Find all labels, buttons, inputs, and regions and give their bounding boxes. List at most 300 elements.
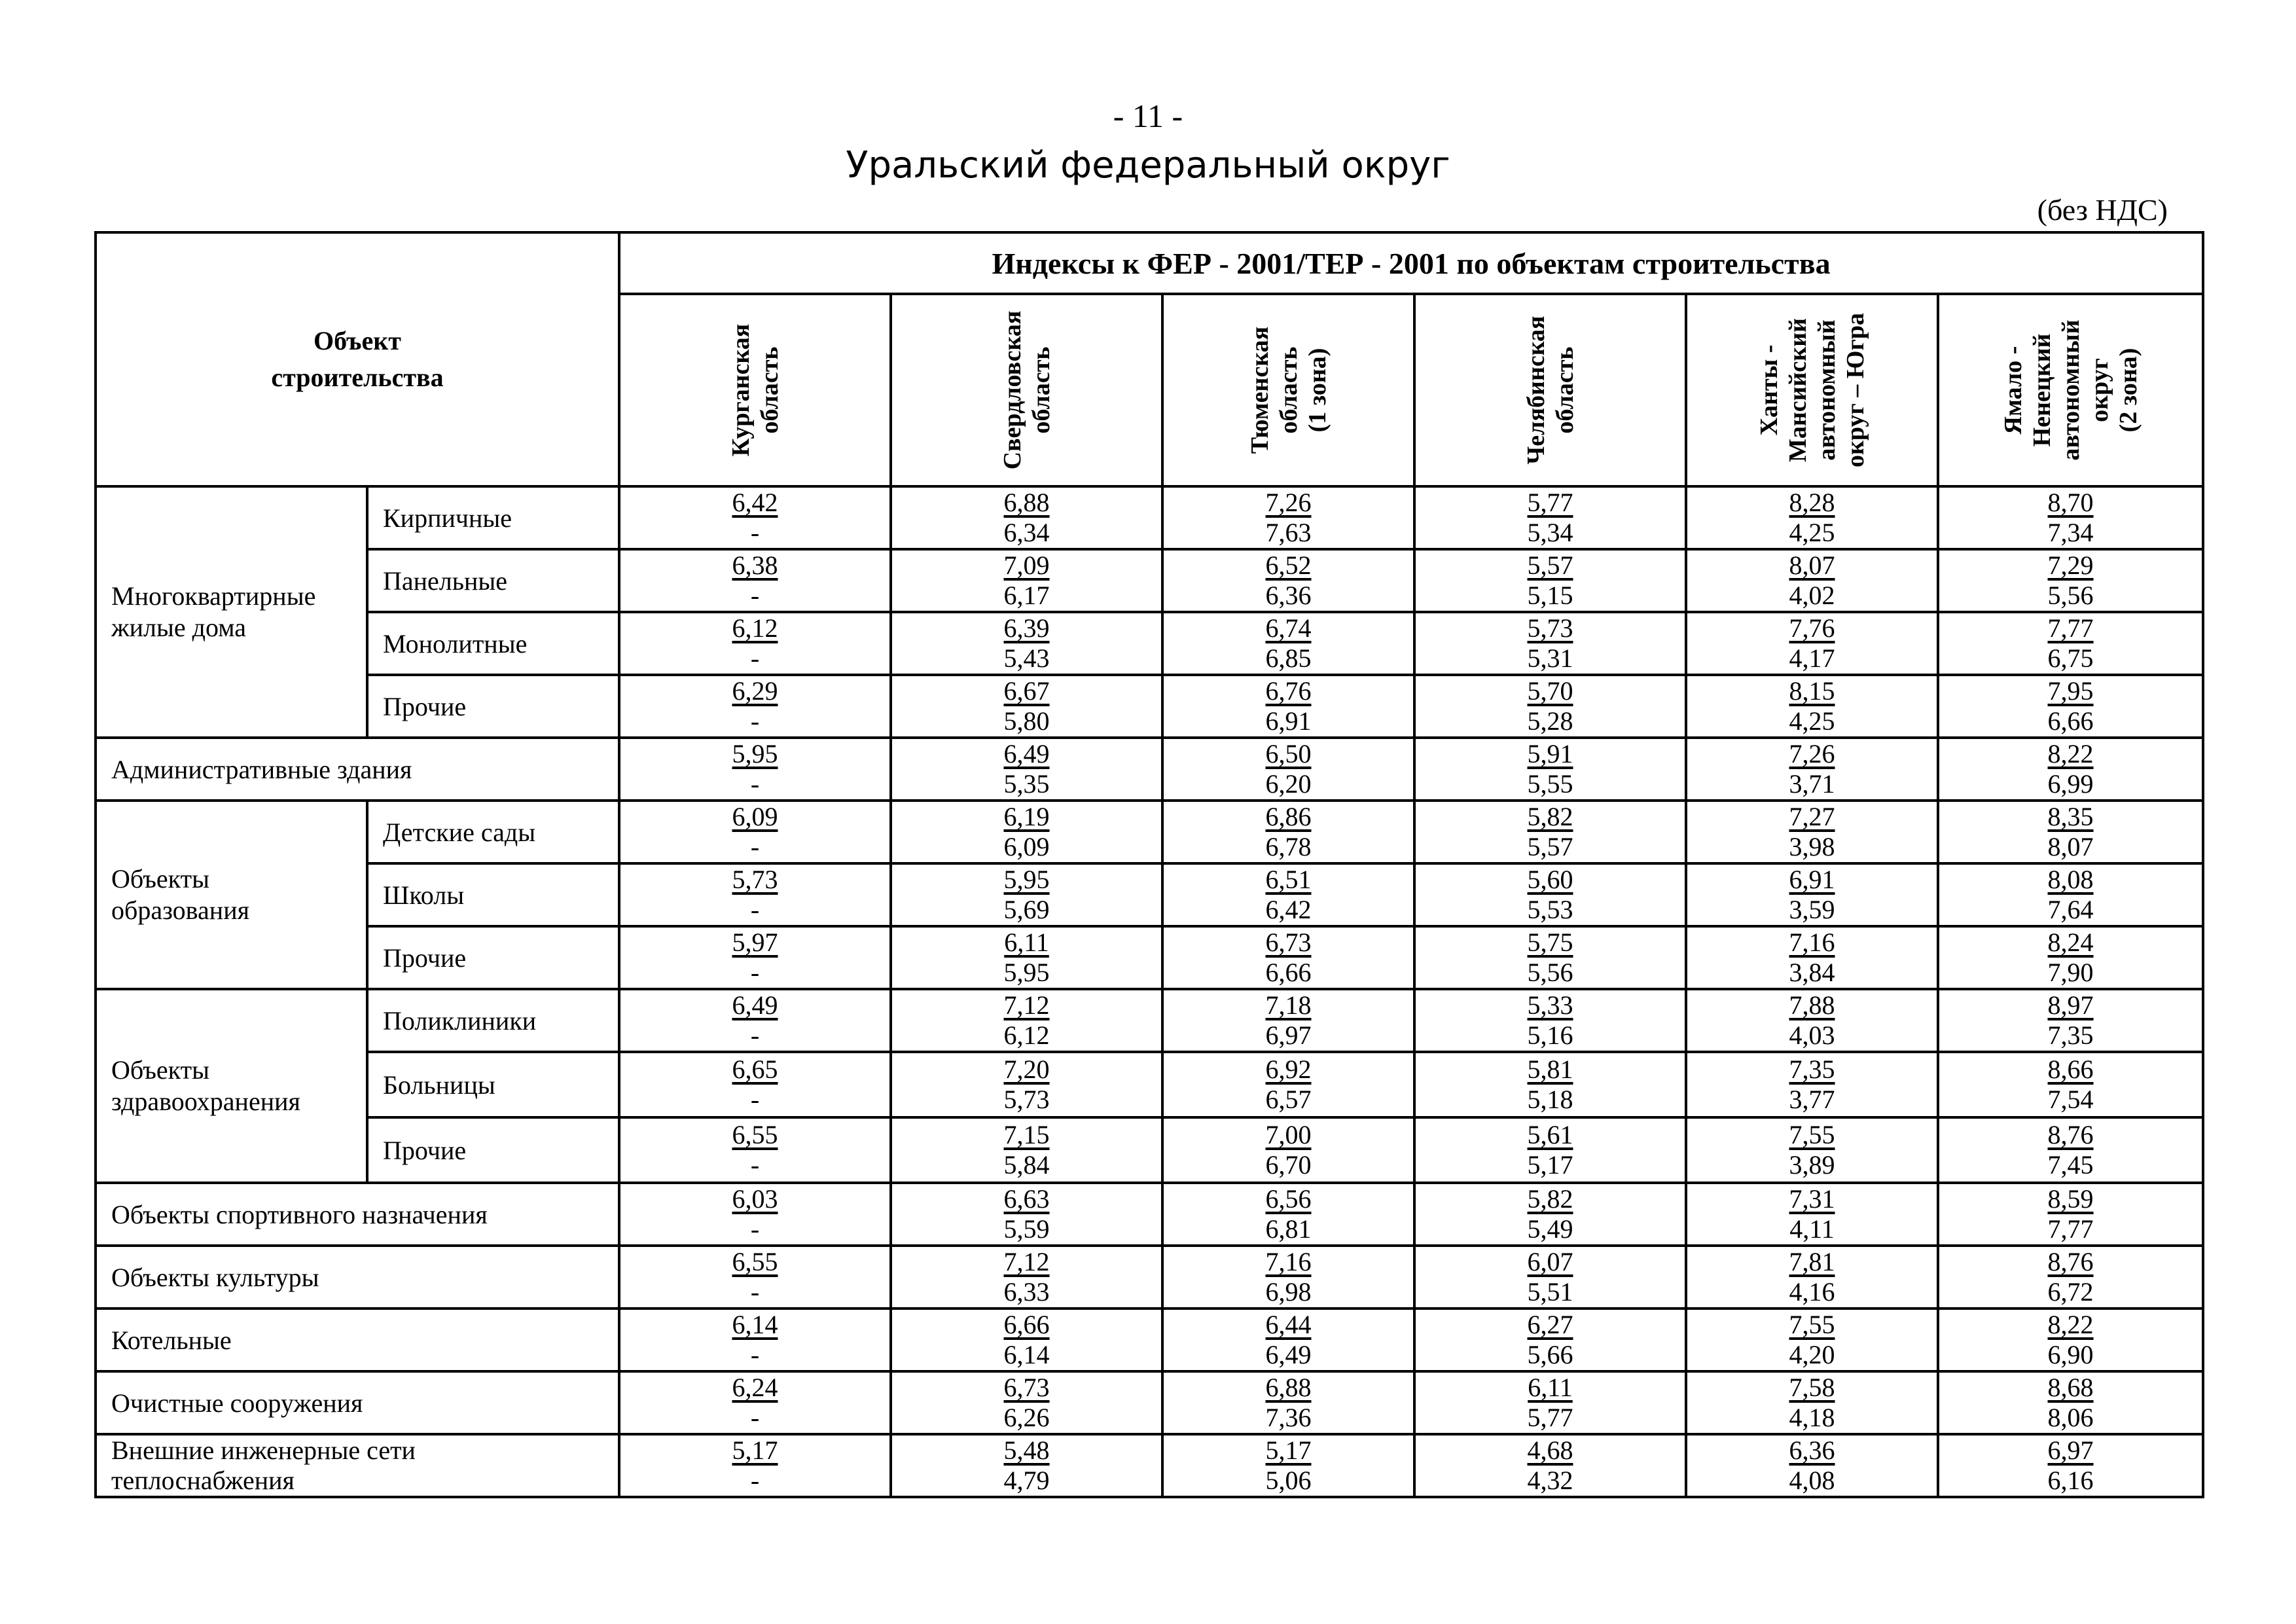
row-label xyxy=(367,863,619,926)
fer-index-value: 6,73 xyxy=(1265,928,1312,957)
row-label-text: Монолитные xyxy=(383,628,528,659)
index-cell xyxy=(1414,612,1686,675)
ter-index-value: 6,26 xyxy=(1003,1403,1050,1432)
ter-index-value: 6,16 xyxy=(2047,1466,2094,1495)
index-cell xyxy=(619,486,891,549)
row-label xyxy=(367,486,619,549)
fer-index-value: 5,82 xyxy=(1527,1184,1573,1214)
fer-index-value: 6,49 xyxy=(732,990,778,1020)
ter-index-value: 3,59 xyxy=(1789,895,1835,924)
ter-index-value: 5,06 xyxy=(1265,1466,1312,1495)
ter-index-value: 6,85 xyxy=(1265,643,1312,673)
ter-index-value: 6,36 xyxy=(1265,581,1312,610)
fer-index-value: 5,61 xyxy=(1527,1120,1573,1149)
index-cell xyxy=(1686,549,1938,612)
index-cell xyxy=(1686,738,1938,801)
ter-index-value: 6,81 xyxy=(1265,1214,1312,1244)
fer-index-value: 5,91 xyxy=(1527,739,1573,768)
ter-index-value: 5,43 xyxy=(1003,643,1050,673)
index-cell xyxy=(891,486,1162,549)
region-header xyxy=(1686,294,1938,486)
index-cell xyxy=(619,612,891,675)
table-row xyxy=(96,738,2203,801)
index-cell xyxy=(1938,926,2203,989)
table-row xyxy=(96,1434,2203,1497)
fer-index-value: 6,55 xyxy=(732,1247,778,1276)
ter-index-value: - xyxy=(750,895,760,924)
index-cell xyxy=(891,1183,1162,1246)
ter-index-value: 5,56 xyxy=(1527,958,1573,987)
fer-index-value: 8,08 xyxy=(2047,865,2094,894)
page-number: - 11 - xyxy=(1113,98,1183,134)
index-cell xyxy=(1938,1183,2203,1246)
index-cell xyxy=(1414,1183,1686,1246)
fer-index-value: 5,17 xyxy=(1265,1435,1312,1465)
index-cell xyxy=(619,1308,891,1371)
fer-index-value: 7,15 xyxy=(1003,1120,1050,1149)
fer-index-value: 8,07 xyxy=(1789,550,1835,580)
ter-index-value: 6,91 xyxy=(1265,706,1312,736)
index-cell xyxy=(1162,1308,1414,1371)
row-label xyxy=(96,1183,619,1246)
ter-index-value: 7,54 xyxy=(2047,1085,2094,1114)
ter-index-value: 6,17 xyxy=(1003,581,1050,610)
fer-index-value: 7,26 xyxy=(1789,739,1835,768)
fer-index-value: 6,92 xyxy=(1265,1055,1312,1084)
object-column-header xyxy=(96,232,619,486)
index-cell xyxy=(1938,1434,2203,1497)
ter-index-value: - xyxy=(750,706,760,736)
fer-index-value: 6,44 xyxy=(1265,1310,1312,1339)
fer-index-value: 7,76 xyxy=(1789,613,1835,643)
index-cell xyxy=(1686,863,1938,926)
ter-index-value: 5,31 xyxy=(1527,643,1573,673)
fer-index-value: 6,66 xyxy=(1003,1310,1050,1339)
ter-index-value: 3,84 xyxy=(1789,958,1835,987)
fer-index-value: 5,95 xyxy=(1003,865,1050,894)
index-cell xyxy=(1162,675,1414,738)
fer-index-value: 8,35 xyxy=(2047,802,2094,831)
index-cell xyxy=(1414,926,1686,989)
ter-index-value: 6,20 xyxy=(1265,769,1312,799)
fer-index-value: 6,36 xyxy=(1789,1435,1835,1465)
index-cell xyxy=(619,1183,891,1246)
fer-index-value: 6,38 xyxy=(732,550,778,580)
table-row xyxy=(96,1308,2203,1371)
fer-index-value: 8,66 xyxy=(2047,1055,2094,1084)
index-cell xyxy=(1938,612,2203,675)
fer-index-value: 6,88 xyxy=(1003,488,1050,517)
fer-index-value: 6,11 xyxy=(1004,928,1049,957)
ter-index-value: 5,84 xyxy=(1003,1150,1050,1180)
ter-index-value: 5,77 xyxy=(1527,1403,1573,1432)
fer-index-value: 8,76 xyxy=(2047,1247,2094,1276)
ter-index-value: - xyxy=(750,1340,760,1369)
row-label-text: Очистные сооружения xyxy=(111,1388,363,1418)
ter-index-value: 5,15 xyxy=(1527,581,1573,610)
index-cell xyxy=(619,989,891,1052)
ter-index-value: - xyxy=(750,769,760,799)
group-label xyxy=(96,801,367,989)
table-row xyxy=(96,549,2203,612)
index-cell xyxy=(1938,1371,2203,1434)
index-cell xyxy=(1938,863,2203,926)
fer-index-value: 7,20 xyxy=(1003,1055,1050,1084)
ter-index-value: 4,20 xyxy=(1789,1340,1835,1369)
index-cell xyxy=(1686,989,1938,1052)
index-cell xyxy=(1162,1117,1414,1183)
region-header xyxy=(891,294,1162,486)
group-label-text: Объекты образования xyxy=(111,864,249,925)
ter-index-value: 7,64 xyxy=(2047,895,2094,924)
index-cell xyxy=(619,863,891,926)
index-cell xyxy=(1162,1183,1414,1246)
ter-index-value: 6,42 xyxy=(1265,895,1312,924)
index-cell xyxy=(891,549,1162,612)
ter-index-value: 5,49 xyxy=(1527,1214,1573,1244)
table-row xyxy=(96,1246,2203,1308)
index-cell xyxy=(1686,1183,1938,1246)
region-header xyxy=(1938,294,2203,486)
fer-index-value: 6,73 xyxy=(1003,1373,1050,1402)
index-cell xyxy=(619,738,891,801)
fer-index-value: 6,65 xyxy=(732,1055,778,1084)
ter-index-value: 5,35 xyxy=(1003,769,1050,799)
ter-index-value: 5,18 xyxy=(1527,1085,1573,1114)
fer-index-value: 5,57 xyxy=(1527,550,1573,580)
row-label-text: Кирпичные xyxy=(383,503,512,533)
index-cell xyxy=(1162,486,1414,549)
ter-index-value: 3,98 xyxy=(1789,832,1835,861)
fer-index-value: 7,00 xyxy=(1265,1120,1312,1149)
fer-index-value: 5,73 xyxy=(1527,613,1573,643)
fer-index-value: 6,86 xyxy=(1265,802,1312,831)
row-label-text: Административные здания xyxy=(111,754,412,784)
index-cell xyxy=(1162,738,1414,801)
fer-index-value: 5,73 xyxy=(732,865,778,894)
index-cell xyxy=(619,1434,891,1497)
ter-index-value: 7,90 xyxy=(2047,958,2094,987)
row-label xyxy=(367,926,619,989)
index-cell xyxy=(1162,863,1414,926)
ter-index-value: 4,08 xyxy=(1789,1466,1835,1495)
group-label-text: Многоквартирные жилые дома xyxy=(111,581,316,642)
ter-index-value: 6,78 xyxy=(1265,832,1312,861)
index-cell xyxy=(1162,1052,1414,1117)
fer-index-value: 6,03 xyxy=(732,1184,778,1214)
table-row xyxy=(96,486,2203,549)
index-cell xyxy=(1414,1371,1686,1434)
fer-index-value: 7,35 xyxy=(1789,1055,1835,1084)
row-label xyxy=(367,1117,619,1183)
fer-index-value: 5,95 xyxy=(732,739,778,768)
vat-note: (без НДС) xyxy=(2037,193,2168,226)
ter-index-value: 4,11 xyxy=(1789,1214,1835,1244)
fer-index-value: 8,97 xyxy=(2047,990,2094,1020)
index-cell xyxy=(1686,486,1938,549)
index-cell xyxy=(891,738,1162,801)
ter-index-value: 5,59 xyxy=(1003,1214,1050,1244)
ter-index-value: 6,33 xyxy=(1003,1277,1050,1307)
row-label-text: Больницы xyxy=(383,1070,495,1100)
ter-index-value: - xyxy=(750,958,760,987)
row-label xyxy=(96,1308,619,1371)
ter-index-value: 6,99 xyxy=(2047,769,2094,799)
ter-index-value: 6,72 xyxy=(2047,1277,2094,1307)
index-cell xyxy=(891,926,1162,989)
group-label xyxy=(96,486,367,738)
row-label xyxy=(96,738,619,801)
index-cell xyxy=(1414,675,1686,738)
index-cell xyxy=(1162,1434,1414,1497)
index-cell xyxy=(1162,926,1414,989)
index-cell xyxy=(1414,1117,1686,1183)
ter-index-value: 6,14 xyxy=(1003,1340,1050,1369)
region-header-label: Тюменская область (1 зона) xyxy=(1246,326,1331,454)
index-cell xyxy=(1162,612,1414,675)
index-cell xyxy=(1162,801,1414,863)
index-cell xyxy=(1414,1434,1686,1497)
indices-table xyxy=(94,231,2204,1498)
fer-index-value: 5,81 xyxy=(1527,1055,1573,1084)
ter-index-value: - xyxy=(750,1466,760,1495)
index-cell xyxy=(619,801,891,863)
ter-index-value: 4,18 xyxy=(1789,1403,1835,1432)
index-cell xyxy=(1938,675,2203,738)
index-cell xyxy=(891,1246,1162,1308)
ter-index-value: 5,17 xyxy=(1527,1150,1573,1180)
row-label-text: Прочие xyxy=(383,1135,467,1165)
fer-index-value: 6,12 xyxy=(732,613,778,643)
fer-index-value: 8,68 xyxy=(2047,1373,2094,1402)
fer-index-value: 6,50 xyxy=(1265,739,1312,768)
ter-index-value: 4,17 xyxy=(1789,643,1835,673)
ter-index-value: 6,98 xyxy=(1265,1277,1312,1307)
group-label-text: Объекты здравоохранения xyxy=(111,1055,300,1116)
fer-index-value: 6,52 xyxy=(1265,550,1312,580)
fer-index-value: 8,59 xyxy=(2047,1184,2094,1214)
index-cell xyxy=(1686,612,1938,675)
group-label xyxy=(96,989,367,1183)
fer-index-value: 5,33 xyxy=(1527,990,1573,1020)
fer-index-value: 6,07 xyxy=(1527,1247,1573,1276)
index-cell xyxy=(619,675,891,738)
index-cell xyxy=(1414,1308,1686,1371)
fer-index-value: 7,77 xyxy=(2047,613,2094,643)
fer-index-value: 5,70 xyxy=(1527,676,1573,706)
fer-index-value: 7,55 xyxy=(1789,1120,1835,1149)
index-cell xyxy=(1686,1052,1938,1117)
fer-index-value: 7,95 xyxy=(2047,676,2094,706)
ter-index-value: 6,34 xyxy=(1003,518,1050,547)
index-cell xyxy=(1938,738,2203,801)
index-cell xyxy=(891,801,1162,863)
index-cell xyxy=(1938,1308,2203,1371)
ter-index-value: 5,66 xyxy=(1527,1340,1573,1369)
row-label-text: Объекты спортивного назначения xyxy=(111,1199,488,1229)
page-title: Уральский федеральный округ xyxy=(846,144,1450,187)
index-cell xyxy=(1938,801,2203,863)
ter-index-value: - xyxy=(750,581,760,610)
fer-index-value: 8,28 xyxy=(1789,488,1835,517)
index-cell xyxy=(1686,926,1938,989)
index-cell xyxy=(891,989,1162,1052)
fer-index-value: 6,67 xyxy=(1003,676,1050,706)
fer-index-value: 7,12 xyxy=(1003,1247,1050,1276)
fer-index-value: 7,88 xyxy=(1789,990,1835,1020)
row-label xyxy=(367,549,619,612)
region-header-label: Челябинская область xyxy=(1522,316,1579,465)
region-header xyxy=(1414,294,1686,486)
index-cell xyxy=(891,1117,1162,1183)
ter-index-value: 5,34 xyxy=(1527,518,1573,547)
index-cell xyxy=(891,1308,1162,1371)
index-cell xyxy=(1414,549,1686,612)
index-cell xyxy=(1162,1371,1414,1434)
region-header-label: Курганская область xyxy=(726,323,783,457)
ter-index-value: 3,71 xyxy=(1789,769,1835,799)
fer-index-value: 6,19 xyxy=(1003,802,1050,831)
fer-index-value: 5,60 xyxy=(1527,865,1573,894)
fer-index-value: 7,58 xyxy=(1789,1373,1835,1402)
index-cell xyxy=(1938,989,2203,1052)
region-header-label: Ямало - Ненецкий автономный округ (2 зона) xyxy=(1999,319,2142,461)
fer-index-value: 8,76 xyxy=(2047,1120,2094,1149)
index-cell xyxy=(1938,549,2203,612)
ter-index-value: 5,56 xyxy=(2047,581,2094,610)
table-row xyxy=(96,926,2203,989)
index-cell xyxy=(1162,549,1414,612)
fer-index-value: 7,18 xyxy=(1265,990,1312,1020)
row-label xyxy=(96,1434,619,1497)
table-row xyxy=(96,863,2203,926)
ter-index-value: - xyxy=(750,1214,760,1244)
fer-index-value: 7,26 xyxy=(1265,488,1312,517)
ter-index-value: 4,79 xyxy=(1003,1466,1050,1495)
ter-index-value: 7,34 xyxy=(2047,518,2094,547)
fer-index-value: 7,09 xyxy=(1003,550,1050,580)
index-cell xyxy=(891,612,1162,675)
fer-index-value: 5,97 xyxy=(732,928,778,957)
ter-index-value: 5,53 xyxy=(1527,895,1573,924)
ter-index-value: 4,16 xyxy=(1789,1277,1835,1307)
ter-index-value: 4,25 xyxy=(1789,518,1835,547)
index-cell xyxy=(1686,1246,1938,1308)
fer-index-value: 6,91 xyxy=(1789,865,1835,894)
index-cell xyxy=(1414,1246,1686,1308)
index-cell xyxy=(1414,486,1686,549)
fer-index-value: 6,09 xyxy=(732,802,778,831)
ter-index-value: 5,16 xyxy=(1527,1020,1573,1050)
region-header xyxy=(1162,294,1414,486)
row-label-text: Детские сады xyxy=(383,817,536,847)
fer-index-value: 7,81 xyxy=(1789,1247,1835,1276)
row-label-text: Прочие xyxy=(383,943,467,973)
table-row xyxy=(96,612,2203,675)
ter-index-value: 6,97 xyxy=(1265,1020,1312,1050)
fer-index-value: 5,48 xyxy=(1003,1435,1050,1465)
row-label-text: Котельные xyxy=(111,1325,232,1355)
index-cell xyxy=(1686,1308,1938,1371)
fer-index-value: 6,29 xyxy=(732,676,778,706)
row-label xyxy=(367,612,619,675)
ter-index-value: 7,35 xyxy=(2047,1020,2094,1050)
ter-index-value: 6,57 xyxy=(1265,1085,1312,1114)
fer-index-value: 6,39 xyxy=(1003,613,1050,643)
ter-index-value: 5,55 xyxy=(1527,769,1573,799)
ter-index-value: 6,75 xyxy=(2047,643,2094,673)
ter-index-value: - xyxy=(750,518,760,547)
index-cell xyxy=(619,1052,891,1117)
fer-index-value: 6,74 xyxy=(1265,613,1312,643)
row-label-text: Внешние инженерные сети теплоснабжения xyxy=(111,1435,416,1495)
fer-index-value: 8,22 xyxy=(2047,739,2094,768)
ter-index-value: 7,36 xyxy=(1265,1403,1312,1432)
fer-index-value: 4,68 xyxy=(1527,1435,1573,1465)
fer-index-value: 5,77 xyxy=(1527,488,1573,517)
fer-index-value: 6,24 xyxy=(732,1373,778,1402)
index-cell xyxy=(1938,486,2203,549)
ter-index-value: - xyxy=(750,1403,760,1432)
fer-index-value: 5,17 xyxy=(732,1435,778,1465)
row-label-text: Поликлиники xyxy=(383,1005,537,1036)
index-cell xyxy=(1414,801,1686,863)
fer-index-value: 6,56 xyxy=(1265,1184,1312,1214)
ter-index-value: - xyxy=(750,832,760,861)
index-cell xyxy=(1686,1371,1938,1434)
row-label xyxy=(367,989,619,1052)
index-cell xyxy=(1938,1052,2203,1117)
fer-index-value: 7,16 xyxy=(1265,1247,1312,1276)
row-label-text: Объекты культуры xyxy=(111,1262,319,1292)
fer-index-value: 8,70 xyxy=(2047,488,2094,517)
indices-header: Индексы к ФЕР - 2001/ТЕР - 2001 по объектам строительства xyxy=(619,232,2203,294)
ter-index-value: 6,12 xyxy=(1003,1020,1050,1050)
ter-index-value: 5,80 xyxy=(1003,706,1050,736)
fer-index-value: 6,88 xyxy=(1265,1373,1312,1402)
table-row xyxy=(96,1052,2203,1117)
index-cell xyxy=(619,549,891,612)
ter-index-value: - xyxy=(750,1150,760,1180)
region-header-label: Свердловская область xyxy=(998,310,1055,470)
fer-index-value: 6,14 xyxy=(732,1310,778,1339)
ter-index-value: 5,69 xyxy=(1003,895,1050,924)
ter-index-value: 6,49 xyxy=(1265,1340,1312,1369)
fer-index-value: 6,51 xyxy=(1265,865,1312,894)
index-cell xyxy=(1414,1052,1686,1117)
row-label-text: Прочие xyxy=(383,691,467,721)
index-cell xyxy=(891,863,1162,926)
index-cell xyxy=(891,1371,1162,1434)
table-row xyxy=(96,989,2203,1052)
object-header-label: Объект строительства xyxy=(271,326,444,392)
index-cell xyxy=(1414,989,1686,1052)
ter-index-value: - xyxy=(750,1277,760,1307)
index-cell xyxy=(1414,738,1686,801)
row-label xyxy=(367,801,619,863)
fer-index-value: 7,31 xyxy=(1789,1184,1835,1214)
fer-index-value: 6,55 xyxy=(732,1120,778,1149)
fer-index-value: 7,27 xyxy=(1789,802,1835,831)
index-cell xyxy=(891,1052,1162,1117)
fer-index-value: 6,27 xyxy=(1527,1310,1573,1339)
index-cell xyxy=(1686,675,1938,738)
ter-index-value: 6,09 xyxy=(1003,832,1050,861)
ter-index-value: 6,66 xyxy=(1265,958,1312,987)
region-header xyxy=(619,294,891,486)
ter-index-value: 8,06 xyxy=(2047,1403,2094,1432)
row-label xyxy=(96,1371,619,1434)
